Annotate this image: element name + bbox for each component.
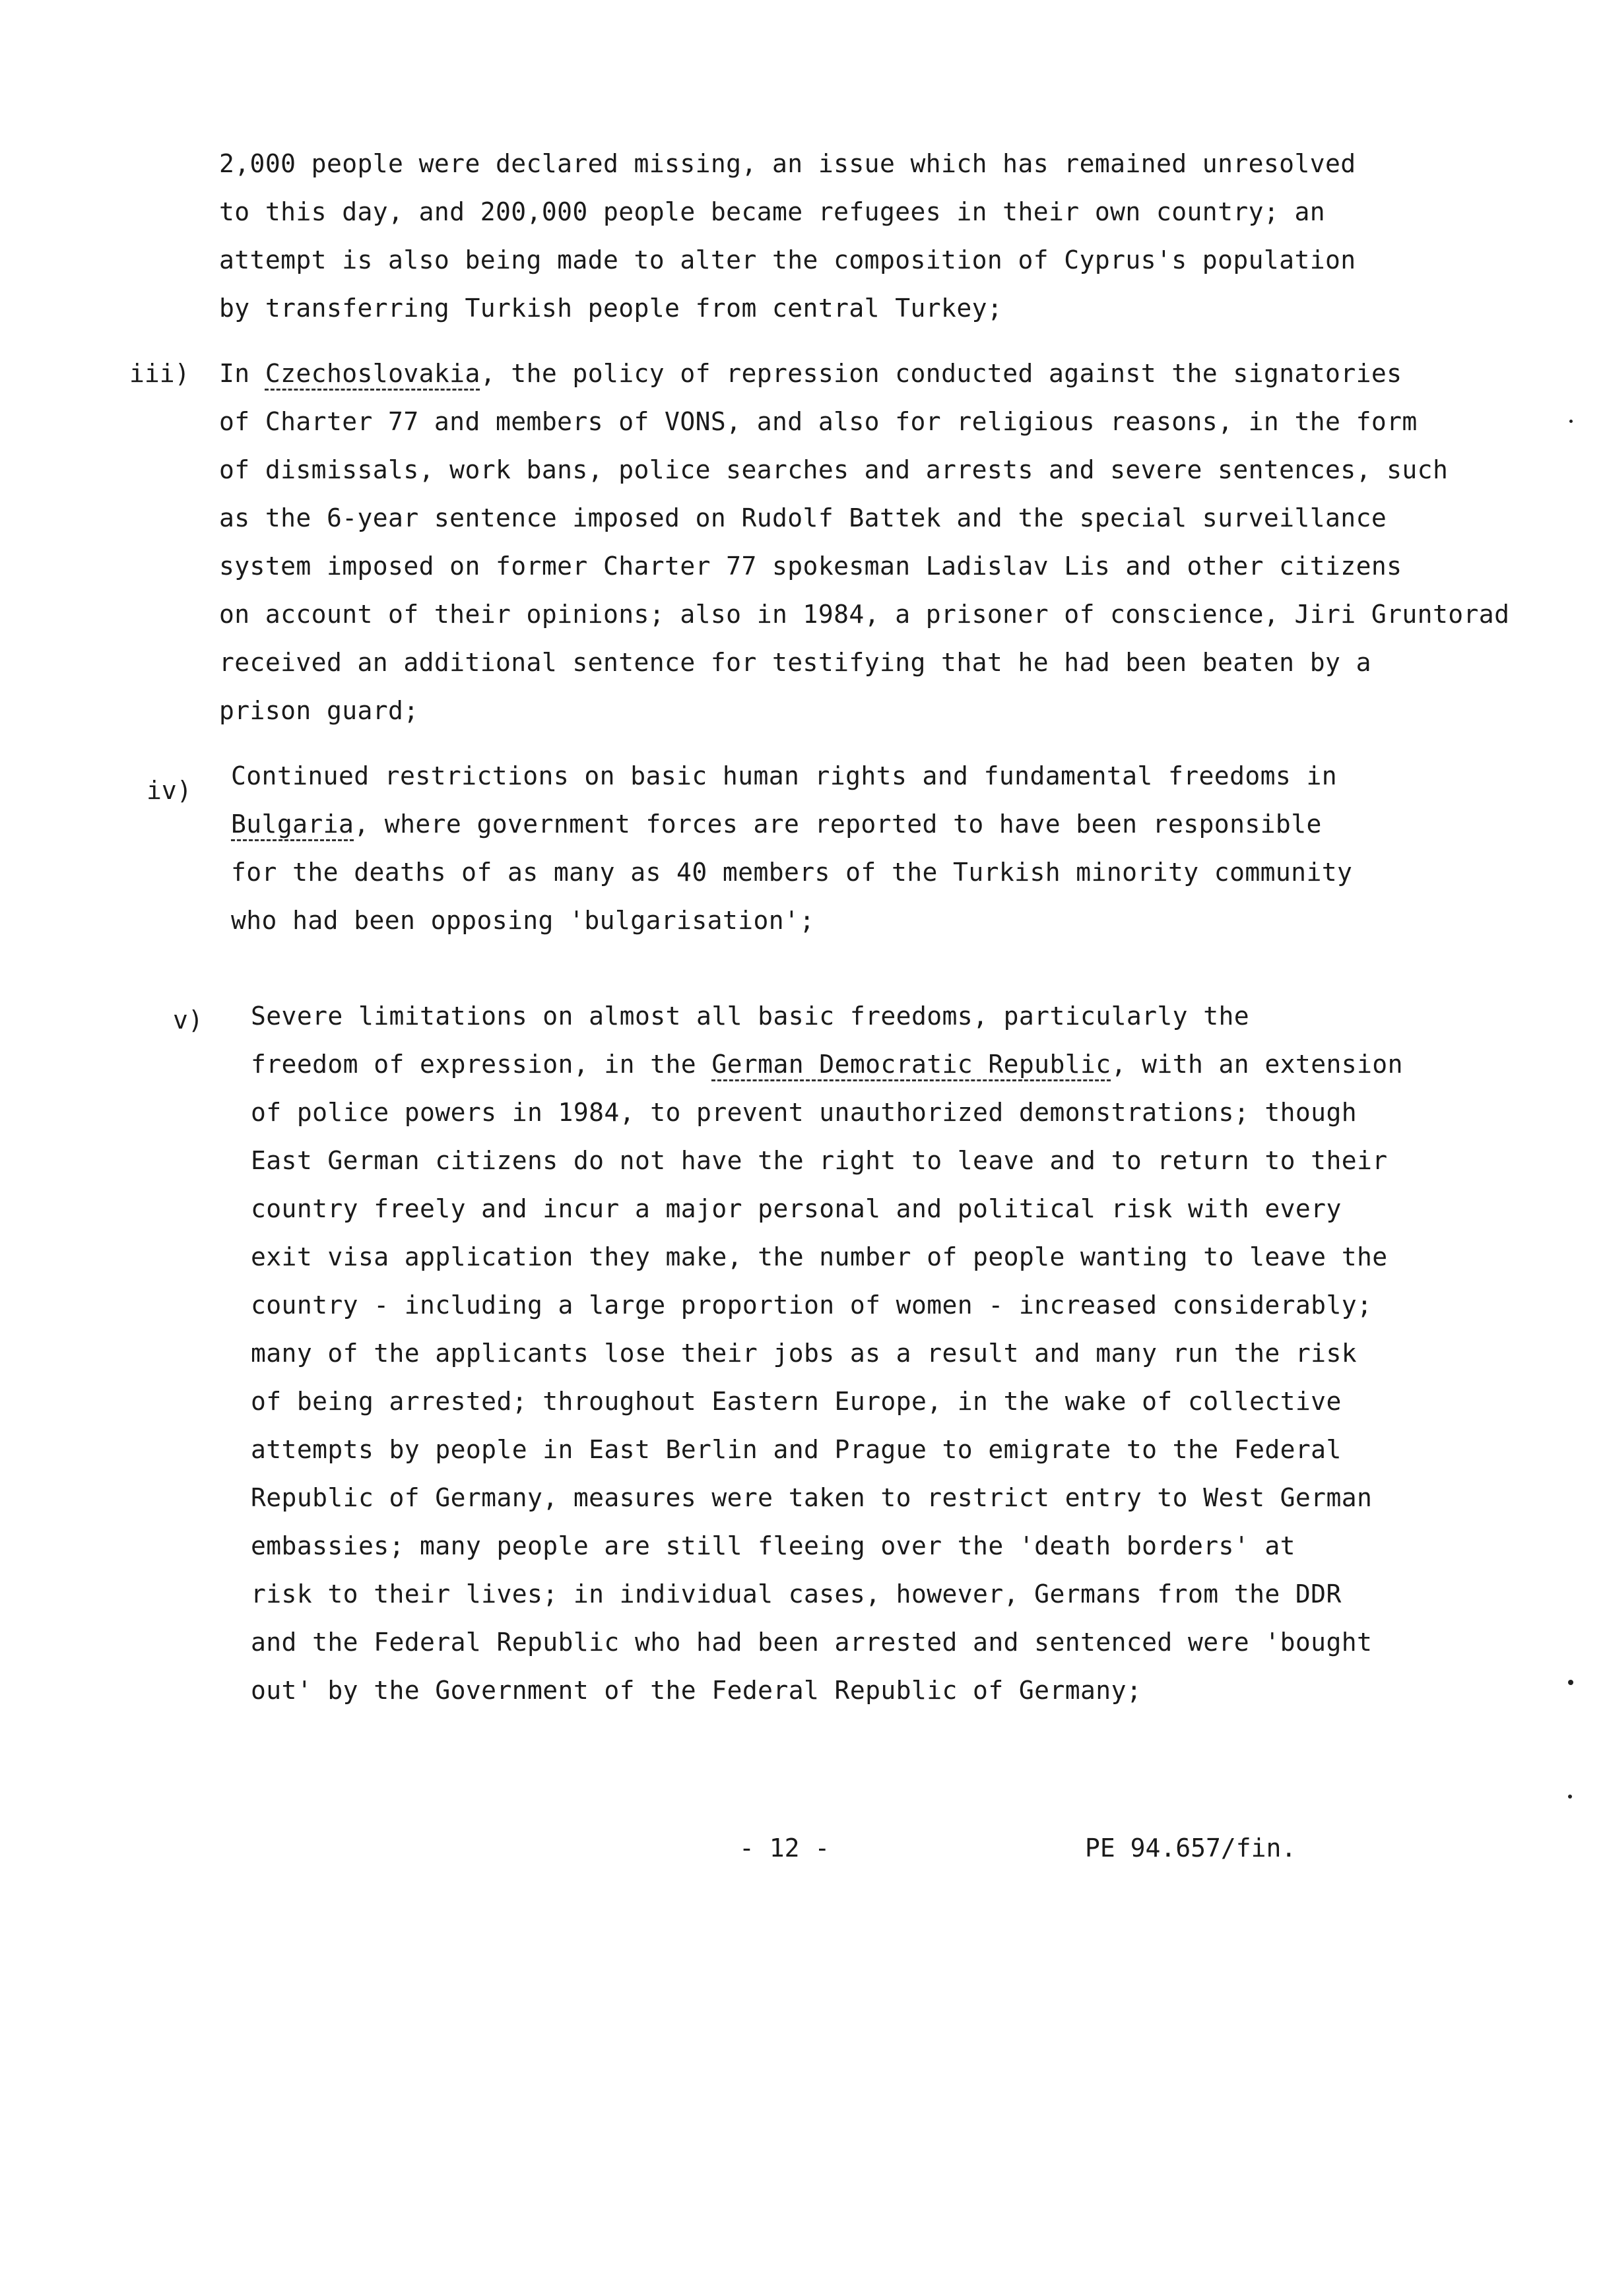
item-iii-line: on account of their opinions; also in 1984, a prisoner of conscience, Jiri Gruntorad [219,600,1510,629]
item-v-marker: v) [173,1005,203,1035]
item-v-second-line-pre: freedom of expression, in the [251,1050,712,1079]
item-iii-paragraph [219,350,1509,735]
item-v-line: risk to their lives; in individual cases, however, Germans from the DDR [251,1579,1342,1609]
item-iv-second-line-rest: , where government forces are reported to have been responsible [354,810,1322,839]
item-iv-paragraph [231,752,1352,945]
item-iii-line: prison guard; [219,696,419,725]
scan-speck [1569,420,1573,423]
item-v-line: many of the applicants lose their jobs as a result and many run the risk [251,1339,1358,1368]
intro-line: 2,000 people were declared missing, an issue which has remained unresolved [219,149,1356,178]
item-v-line: embassies; many people are still fleeing over the 'death borders' at [251,1531,1295,1560]
item-iii-prefix: In [219,359,265,388]
document-reference: PE 94.657/fin. [1085,1834,1297,1863]
country-german-democratic-republic: German Democratic Republic [711,1050,1111,1079]
item-iv-line: for the deaths of as many as 40 members of the Turkish minority community [231,858,1353,887]
item-v-line: of police powers in 1984, to prevent unauthorized demonstrations; though [251,1098,1358,1127]
intro-line: attempt is also being made to alter the composition of Cyprus's population [219,245,1356,274]
item-iii-line: received an additional sentence for testifying that he had been beaten by a [219,648,1371,677]
intro-paragraph [219,140,1356,333]
item-v-line: and the Federal Republic who had been arrested and sentenced were 'bought [251,1628,1373,1657]
item-v-line: attempts by people in East Berlin and Prague to emigrate to the Federal [251,1435,1342,1464]
item-iv-first-line: Continued restrictions on basic human rights and fundamental freedoms in [231,761,1338,790]
item-v-line: of being arrested; throughout Eastern Europe, in the wake of collective [251,1387,1342,1416]
item-iii-line: system imposed on former Charter 77 spokesman Ladislav Lis and other citizens [219,552,1402,581]
item-v-line: country - including a large proportion of women - increased considerably; [251,1291,1373,1320]
item-iv-second-line [231,800,1352,848]
item-v-line: country freely and incur a major personal and political risk with every [251,1194,1342,1223]
scan-speck [1568,1795,1572,1799]
item-v-line: East German citizens do not have the right to leave and to return to their [251,1146,1388,1175]
item-iii-line: of Charter 77 and members of VONS, and also for religious reasons, in the form [219,407,1418,436]
item-iii-first-line-rest: , the policy of repression conducted against the signatories [480,359,1402,388]
item-v-line: exit visa application they make, the number of people wanting to leave the [251,1242,1388,1271]
item-v-first-line: Severe limitations on almost all basic freedoms, particularly the [251,1002,1250,1031]
intro-line: by transferring Turkish people from central Turkey; [219,294,1003,323]
item-iii-first-line [219,350,1509,398]
page-number: - 12 - [739,1834,830,1863]
item-v-second-line-rest: , with an extension [1111,1050,1403,1079]
item-v-paragraph [251,992,1403,1715]
item-iii-marker: iii) [129,359,190,388]
item-v-second-line [251,1040,1403,1089]
item-v-line: Republic of Germany, measures were taken to restrict entry to West German [251,1483,1373,1512]
country-czechoslovakia: Czechoslovakia [265,359,480,388]
item-iv-line: who had been opposing 'bulgarisation'; [231,906,815,935]
intro-line: to this day, and 200,000 people became refugees in their own country; an [219,197,1326,226]
item-iv-marker: iv) [147,776,192,805]
item-v-line: out' by the Government of the Federal Republic of Germany; [251,1676,1142,1705]
item-iii-line: as the 6-year sentence imposed on Rudolf Battek and the special surveillance [219,503,1387,532]
scan-speck [1568,1680,1573,1685]
item-iii-line: of dismissals, work bans, police searches and arrests and severe sentences, such [219,455,1449,484]
country-bulgaria: Bulgaria [231,810,354,839]
